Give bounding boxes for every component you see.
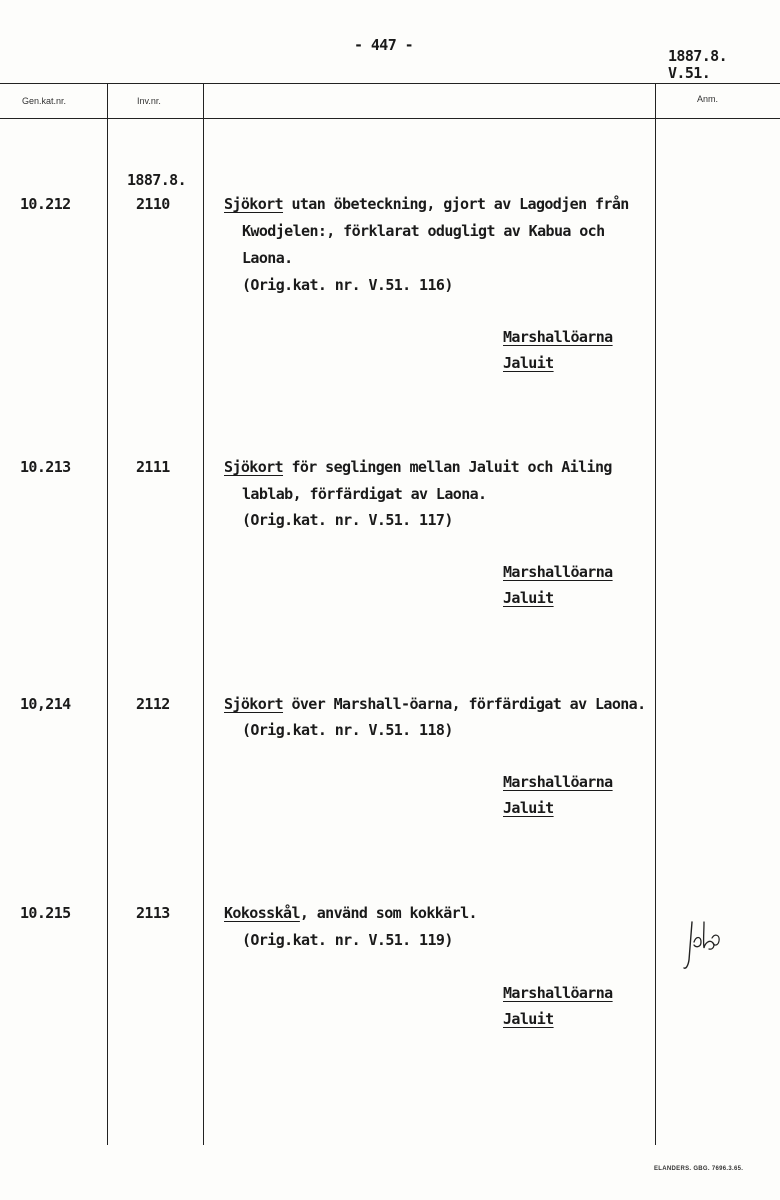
description-line-1: Sjökort utan öbeteckning, gjort av Lagodjen från — [224, 195, 629, 213]
catalog-entry — [0, 458, 780, 607]
inventory-number: 2112 — [136, 695, 170, 713]
object-keyword: Sjökort — [224, 695, 284, 713]
column-header-anm: Anm. — [697, 94, 719, 104]
region-label: Marshallöarna — [503, 328, 613, 346]
description-line-3: Laona. — [242, 249, 293, 267]
handwritten-initials-mark — [682, 916, 724, 972]
place-label: Jaluit — [503, 799, 554, 817]
catalog-entry — [0, 904, 780, 1028]
header-top-rule — [0, 83, 780, 84]
original-catalog-ref: (Orig.kat. nr. V.51. 116) — [242, 276, 453, 294]
gen-kat-number: 10.212 — [20, 195, 71, 213]
column-header-gen-kat: Gen.kat.nr. — [22, 96, 67, 106]
group-date: 1887.8. — [127, 171, 187, 189]
description-line-1: Sjökort för seglingen mellan Jaluit och Ailing — [224, 458, 612, 476]
gen-kat-number: 10.215 — [20, 904, 71, 922]
column-divider-gen-kat — [107, 83, 108, 1145]
catalog-entry — [0, 195, 780, 372]
catalog-entry — [0, 695, 780, 817]
place-label: Jaluit — [503, 589, 554, 607]
region-label: Marshallöarna — [503, 773, 613, 791]
place-label: Jaluit — [503, 354, 554, 372]
original-catalog-ref: (Orig.kat. nr. V.51. 117) — [242, 511, 453, 529]
object-keyword: Sjökort — [224, 458, 284, 476]
place-label: Jaluit — [503, 1010, 554, 1028]
region-label: Marshallöarna — [503, 984, 613, 1002]
original-catalog-ref: (Orig.kat. nr. V.51. 118) — [242, 721, 453, 739]
description-line-2: lablab, förfärdigat av Laona. — [242, 485, 487, 503]
gen-kat-number: 10.213 — [20, 458, 71, 476]
object-keyword: Kokosskål — [224, 904, 300, 922]
column-divider-inv — [203, 83, 204, 1145]
region-label: Marshallöarna — [503, 563, 613, 581]
object-keyword: Sjökort — [224, 195, 284, 213]
header-bottom-rule — [0, 118, 780, 119]
description-line-2: Kwodjelen:, förklarat odugligt av Kabua och — [242, 222, 605, 240]
printer-imprint: ELANDERS. GBG. 7696.3.65. — [654, 1166, 744, 1172]
page-number: - 447 - — [354, 36, 414, 54]
column-divider-anm — [655, 83, 656, 1145]
original-catalog-ref: (Orig.kat. nr. V.51. 119) — [242, 931, 453, 949]
column-header-inv: Inv.nr. — [137, 96, 161, 106]
inventory-number: 2113 — [136, 904, 170, 922]
gen-kat-number: 10,214 — [20, 695, 71, 713]
inventory-number: 2111 — [136, 458, 170, 476]
date-reference: 1887.8. — [668, 47, 728, 65]
inventory-number: 2110 — [136, 195, 170, 213]
description-line-1: Sjökort över Marshall-öarna, förfärdigat av Laona. — [224, 695, 646, 713]
collection-reference: V.51. — [668, 64, 711, 82]
description-line-1: Kokosskål, använd som kokkärl. — [224, 904, 477, 922]
